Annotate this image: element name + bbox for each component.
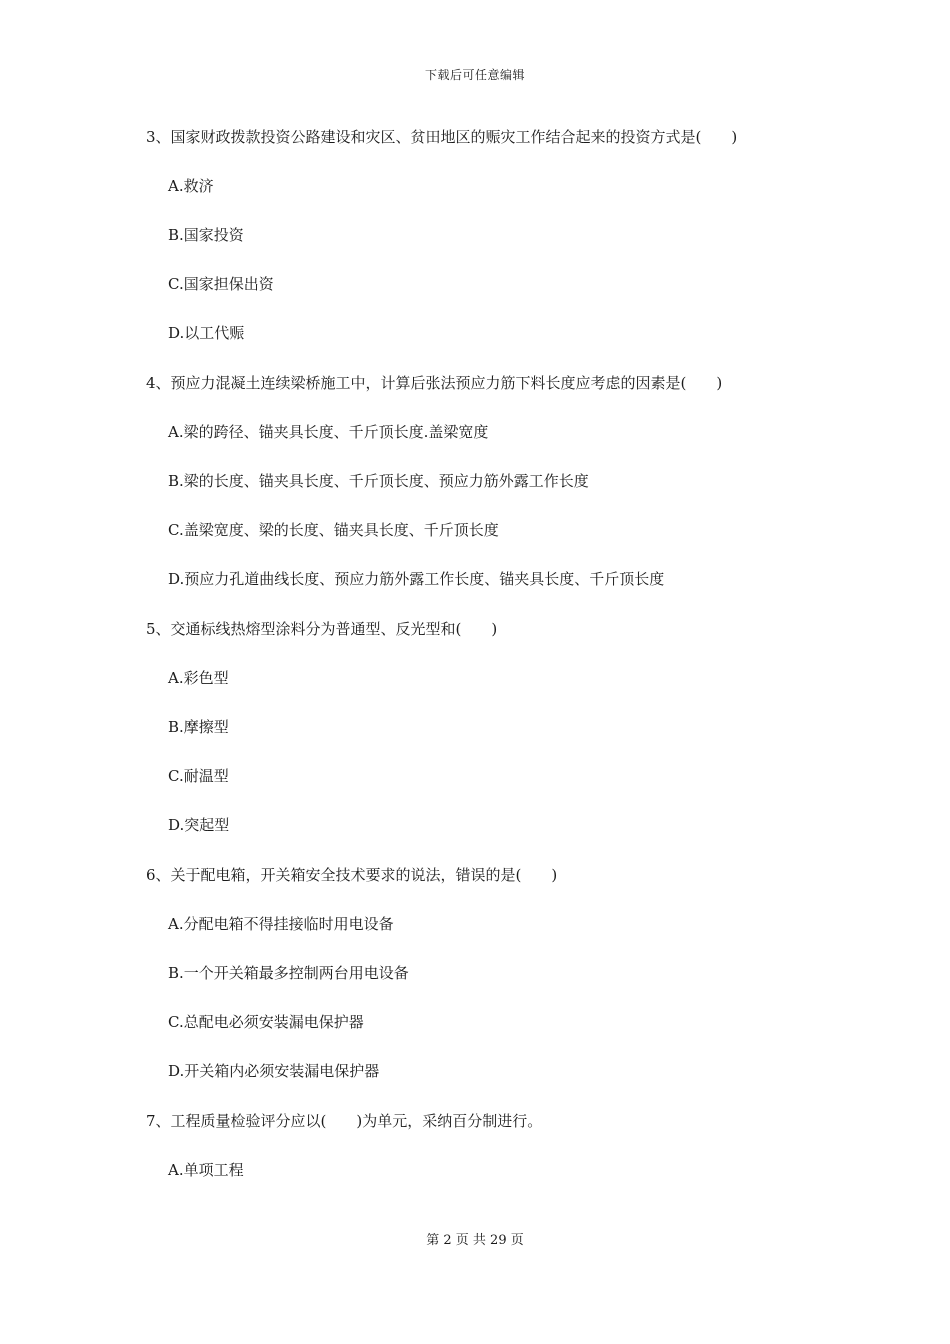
option-d: D.预应力孔道曲线长度、预应力筋外露工作长度、锚夹具长度、千斤顶长度 — [168, 570, 665, 588]
option-a: A.单项工程 — [168, 1161, 244, 1179]
option-a: A.救济 — [168, 177, 214, 195]
option-d: D.突起型 — [168, 816, 230, 834]
option-a: A.彩色型 — [168, 669, 229, 687]
page-footer: 第 2 页 共 29 页 — [426, 1233, 524, 1248]
question-stem: 5、交通标线热熔型涂料分为普通型、反光型和( ) — [146, 620, 498, 638]
option-c: C.总配电必须安装漏电保护器 — [168, 1013, 364, 1031]
option-b: B.一个开关箱最多控制两台用电设备 — [168, 964, 409, 982]
question-stem: 3、国家财政拨款投资公路建设和灾区、贫田地区的赈灾工作结合起来的投资方式是( ) — [146, 128, 738, 146]
option-c: C.耐温型 — [168, 767, 229, 785]
option-c: C.国家担保出资 — [168, 275, 274, 293]
option-a: A.分配电箱不得挂接临时用电设备 — [168, 915, 394, 933]
option-b: B.梁的长度、锚夹具长度、千斤顶长度、预应力筋外露工作长度 — [168, 472, 589, 490]
option-a: A.梁的跨径、锚夹具长度、千斤顶长度.盖梁宽度 — [168, 423, 489, 441]
option-b: B.摩擦型 — [168, 718, 229, 736]
option-d: D.以工代赈 — [168, 324, 245, 342]
option-b: B.国家投资 — [168, 226, 244, 244]
question-stem: 4、预应力混凝土连续梁桥施工中，计算后张法预应力筋下料长度应考虑的因素是( ) — [146, 374, 723, 392]
question-stem: 7、工程质量检验评分应以( )为单元，采纳百分制进行。 — [146, 1112, 543, 1130]
question-stem: 6、关于配电箱，开关箱安全技术要求的说法，错误的是( ) — [146, 866, 558, 884]
page-header: 下载后可任意编辑 — [424, 68, 525, 82]
option-d: D.开关箱内必须安装漏电保护器 — [168, 1062, 380, 1080]
option-c: C.盖梁宽度、梁的长度、锚夹具长度、千斤顶长度 — [168, 521, 499, 539]
